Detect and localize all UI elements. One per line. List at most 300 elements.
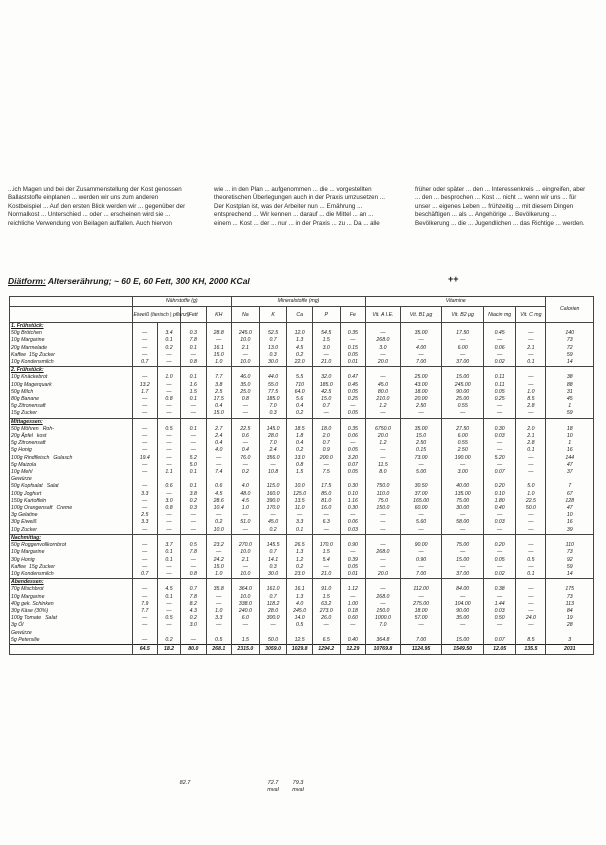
value-cell-et: — (132, 337, 157, 344)
header-calorien: Calorien (546, 297, 594, 323)
k-mval (283, 780, 313, 794)
value-cell-fe: 0.39 (340, 557, 365, 564)
value-cell-k: 28.0 (259, 433, 287, 440)
section-header-cell (366, 323, 401, 331)
table-row (10, 527, 594, 535)
value-cell-vitb1: 7.00 (400, 637, 442, 645)
value-cell-fett: 0.7 (181, 586, 206, 593)
value-cell-cal: 73 (546, 549, 594, 556)
value-cell-ca: 1.5 (287, 469, 312, 476)
value-cell-na: — (231, 440, 259, 447)
value-cell-k: 55.0 (259, 382, 287, 389)
coffee-label: Kaffee (11, 563, 26, 570)
value-cell-niacin: — (483, 462, 515, 469)
value-cell-et: 3.3 (132, 491, 157, 498)
food-name: 10g Kondensmilch (11, 359, 54, 366)
value-cell-kh: 28.8 (206, 330, 231, 337)
table-row (10, 630, 594, 637)
section-header-cell (157, 418, 180, 426)
total-vitb2: 1549.50 (442, 644, 484, 654)
value-cell-p: 26.0 (312, 615, 340, 622)
value-cell-fett: — (181, 433, 206, 440)
value-cell-fe: 0.45 (340, 382, 365, 389)
value-cell-ep: — (157, 527, 180, 535)
section-header-cell (259, 534, 287, 542)
value-cell-vitb2: — (442, 337, 484, 344)
value-cell-kh: 0.5 (206, 637, 231, 645)
value-cell-na: — (231, 410, 259, 418)
value-cell-p: 18.0 (312, 426, 340, 433)
value-cell-ca (287, 630, 312, 637)
value-cell-na: — (231, 352, 259, 359)
value-cell-ca: 12.5 (287, 637, 312, 645)
value-cell-ca: 0.8 (287, 462, 312, 469)
food-group-note: Roh- (42, 425, 54, 432)
food-name: Gewürze (11, 629, 32, 636)
value-cell-vitb2: 6.00 (442, 433, 484, 440)
food-name: Gewürze (11, 476, 32, 483)
header-vit-a: Vit. A I.E. (366, 307, 401, 323)
value-cell-ep (157, 476, 180, 483)
value-cell-kh: 24.2 (206, 557, 231, 564)
food-cell (10, 447, 133, 454)
value-cell-k: 45.0 (259, 519, 287, 526)
value-cell-vitb2: 35.00 (442, 615, 484, 622)
value-cell-vita: — (366, 557, 401, 564)
section-header-cell (181, 323, 206, 331)
value-cell-ep: 4.5 (157, 586, 180, 593)
value-cell-fett: 0.1 (181, 345, 206, 352)
value-cell-cal: 128 (546, 498, 594, 505)
value-cell-p: 21.0 (312, 359, 340, 367)
value-cell-na: 338.0 (231, 601, 259, 608)
value-cell-ca: 0.1 (287, 527, 312, 535)
table-row (10, 389, 594, 396)
value-cell-k: 161.0 (259, 586, 287, 593)
value-cell-kh: 15.0 (206, 352, 231, 359)
value-cell-cal (546, 476, 594, 483)
section-header-cell (206, 579, 231, 587)
value-cell-cal: 59 (546, 410, 594, 418)
value-cell-ca: 1.2 (287, 557, 312, 564)
section-header-cell (181, 367, 206, 375)
food-name: 10g Margarine (11, 593, 45, 600)
food-name: 10g Margarine (11, 549, 45, 556)
value-cell-na: 25.0 (231, 389, 259, 396)
table-row (10, 462, 594, 469)
value-cell-vitb2: — (442, 352, 484, 359)
value-cell-p: 170.0 (312, 542, 340, 549)
value-cell-ep: — (157, 491, 180, 498)
value-cell-k: 30.0 (259, 571, 287, 579)
value-cell-ep: — (157, 410, 180, 418)
section-header-cell (516, 323, 546, 331)
value-cell-vitb2: 15.00 (442, 557, 484, 564)
value-cell-vitc: — (516, 330, 546, 337)
food-group-note: Salat (46, 483, 59, 490)
value-cell-vitb1: 275.00 (400, 601, 442, 608)
value-cell-ca: 4.5 (287, 345, 312, 352)
nutrition-table (9, 296, 594, 655)
value-cell-k: — (259, 462, 287, 469)
value-cell-cal: 7 (546, 483, 594, 490)
food-cell (10, 549, 133, 556)
value-cell-na: 10.0 (231, 359, 259, 367)
value-cell-niacin: 0.50 (483, 615, 515, 622)
value-cell-ep: — (157, 601, 180, 608)
value-cell-vitb1: 18.00 (400, 389, 442, 396)
value-cell-ep: 0.8 (157, 505, 180, 512)
value-cell-niacin: 0.07 (483, 469, 515, 476)
header-blank (10, 297, 133, 307)
value-cell-cal: 14 (546, 571, 594, 579)
section-header-cell (259, 323, 287, 331)
food-cell (10, 542, 133, 549)
value-cell-na: 2.1 (231, 557, 259, 564)
value-cell-niacin: 0.06 (483, 345, 515, 352)
section-header-cell (132, 418, 157, 426)
value-cell-cal: 37 (546, 469, 594, 476)
value-cell-vitb1: 43.00 (400, 382, 442, 389)
value-cell-fe: 0.25 (340, 396, 365, 403)
value-cell-et (132, 476, 157, 483)
value-cell-vitb1: 5.00 (400, 469, 442, 476)
value-cell-et: — (132, 549, 157, 556)
value-cell-fe: 0.90 (340, 542, 365, 549)
section-header-cell (366, 579, 401, 587)
value-cell-vitc: — (516, 586, 546, 593)
value-cell-kh: — (206, 622, 231, 629)
value-cell-cal: 31 (546, 389, 594, 396)
value-cell-vitb1 (400, 476, 442, 483)
value-cell-vitb1: 37.00 (400, 491, 442, 498)
food-name: 5g Zitronensaft (11, 403, 46, 410)
value-cell-na (231, 476, 259, 483)
value-cell-vita: 80.0 (366, 389, 401, 396)
table-row (10, 498, 594, 505)
value-cell-ep: — (157, 608, 180, 615)
value-cell-vitb2: 190.00 (442, 455, 484, 462)
value-cell-p (312, 630, 340, 637)
section-header-cell (312, 367, 340, 375)
value-cell-na: 10.0 (231, 337, 259, 344)
total-ca: 1029.8 (287, 644, 312, 654)
value-cell-k: 115.0 (259, 483, 287, 490)
section-header-cell (206, 367, 231, 375)
value-cell-et: 0.7 (132, 571, 157, 579)
value-cell-ca: 12.0 (287, 330, 312, 337)
section-header (10, 367, 594, 375)
section-header-cell (287, 367, 312, 375)
food-cell (10, 601, 133, 608)
food-cell (10, 337, 133, 344)
value-cell-vitc: 2.1 (516, 433, 546, 440)
food-cell (10, 410, 133, 418)
value-cell-ca: 18.5 (287, 426, 312, 433)
value-cell-vitc: 0.1 (516, 447, 546, 454)
total-et: 64.5 (132, 644, 157, 654)
value-cell-cal: 10 (546, 433, 594, 440)
value-cell-vitb1: — (400, 337, 442, 344)
value-cell-ep: 0.1 (157, 337, 180, 344)
value-cell-vitc: — (516, 455, 546, 462)
value-cell-fett: 4.3 (181, 608, 206, 615)
value-cell-vitb1: 165.00 (400, 498, 442, 505)
value-cell-p: 1.5 (312, 594, 340, 601)
value-cell-fe: — (340, 512, 365, 519)
intro-column-2: wie ... in den Plan ... aufgenommen ... die ... vorgestellten theoretischen Überlegungen auch in der Praxis umzusetzen ... Der Kostplan ist, was der Arbeiter nun ... Ernährung ... entsprechend ... Wir kennen ... darauf ... die Mittel ... an ... einem ... Kost ... der ... nur ... in der Praxis ... zu ... Da ... alle (214, 186, 385, 227)
food-name: 40g gek. Schinken (11, 600, 54, 607)
value-cell-fett: 5.2 (181, 455, 206, 462)
value-cell-k: 0.2 (259, 527, 287, 535)
value-cell-fett: — (181, 527, 206, 535)
header-p: P (312, 307, 340, 323)
value-cell-vitb2: 58.00 (442, 519, 484, 526)
value-cell-vita: — (366, 374, 401, 381)
value-cell-niacin: — (483, 549, 515, 556)
value-cell-fe: 0.10 (340, 491, 365, 498)
value-cell-fe: 0.30 (340, 505, 365, 512)
value-cell-fett: — (181, 637, 206, 645)
value-cell-fett: — (181, 410, 206, 418)
section-header-cell (181, 534, 206, 542)
value-cell-ca: 0.2 (287, 447, 312, 454)
section-title: 1. Frühstück: (10, 323, 133, 331)
value-cell-p: — (312, 512, 340, 519)
value-cell-p: 185.0 (312, 382, 340, 389)
value-cell-kh: 35.8 (206, 586, 231, 593)
section-header (10, 418, 594, 426)
value-cell-p: 200.0 (312, 455, 340, 462)
value-cell-vitb2: 30.00 (442, 505, 484, 512)
value-cell-vitc: 1.0 (516, 389, 546, 396)
value-cell-vitc: 0.1 (516, 571, 546, 579)
value-cell-kh: 0.4 (206, 440, 231, 447)
value-cell-cal: 38 (546, 374, 594, 381)
value-cell-vita: 45.0 (366, 382, 401, 389)
food-cell (10, 608, 133, 615)
value-cell-kh: 1.0 (206, 571, 231, 579)
table-row (10, 440, 594, 447)
value-cell-kh: — (206, 512, 231, 519)
value-cell-na: — (231, 462, 259, 469)
value-cell-vitc: — (516, 374, 546, 381)
value-cell-ep: — (157, 433, 180, 440)
value-cell-kh: — (206, 462, 231, 469)
coffee-label: Kaffee (11, 351, 26, 358)
food-cell (10, 564, 133, 571)
value-cell-vitb1: 25.00 (400, 374, 442, 381)
value-cell-ep: — (157, 389, 180, 396)
value-cell-vitb1: 35.00 (400, 426, 442, 433)
section-header-cell (312, 323, 340, 331)
value-cell-et: — (132, 345, 157, 352)
value-cell-p: — (312, 352, 340, 359)
value-cell-et: — (132, 352, 157, 359)
value-cell-cal: 72 (546, 345, 594, 352)
value-cell-cal: 14 (546, 359, 594, 367)
section-header-cell (366, 534, 401, 542)
section-header-cell (400, 534, 442, 542)
value-cell-na: — (231, 527, 259, 535)
header-kh: KH (206, 307, 231, 323)
value-cell-cal: 39 (546, 527, 594, 535)
food-name: 3g Öl (11, 622, 24, 629)
food-name: 30g Eiweiß (11, 519, 37, 526)
value-cell-na: 0.8 (231, 396, 259, 403)
value-cell-k: 13.0 (259, 345, 287, 352)
header-mineralstoffe: Mineralstoffe (mg) (231, 297, 365, 307)
section-header-cell (400, 367, 442, 375)
value-cell-kh: 23.2 (206, 542, 231, 549)
value-cell-vita: 210.0 (366, 396, 401, 403)
section-header-cell (400, 323, 442, 331)
value-cell-ca: 1.3 (287, 594, 312, 601)
value-cell-cal: 144 (546, 455, 594, 462)
value-cell-ep: — (157, 519, 180, 526)
value-cell-niacin: 0.30 (483, 426, 515, 433)
food-cell (10, 359, 133, 367)
value-cell-vita: 110.0 (366, 491, 401, 498)
food-cell (10, 469, 133, 476)
food-name: 20g Äpfel (11, 433, 33, 440)
value-cell-k: 44.0 (259, 374, 287, 381)
value-cell-p: 6.5 (312, 637, 340, 645)
value-cell-ep: 0.5 (157, 426, 180, 433)
value-cell-kh: — (206, 455, 231, 462)
header-vit-b1: Vit. B1 µg (400, 307, 442, 323)
value-cell-fett (181, 630, 206, 637)
section-header-cell (206, 323, 231, 331)
value-cell-fe: 0.47 (340, 374, 365, 381)
section-header-cell (546, 534, 594, 542)
value-cell-fe: 0.05 (340, 352, 365, 359)
value-cell-cal: 1 (546, 403, 594, 410)
value-cell-ep: 0.2 (157, 637, 180, 645)
value-cell-ca: 0.2 (287, 564, 312, 571)
value-cell-niacin: 0.11 (483, 382, 515, 389)
value-cell-fett: 0.1 (181, 396, 206, 403)
value-cell-ca: 3.3 (287, 519, 312, 526)
food-cell (10, 557, 133, 564)
value-cell-kh: 0.6 (206, 483, 231, 490)
value-cell-vitb1: — (400, 410, 442, 418)
section-header (10, 579, 594, 587)
section-header-cell (340, 367, 365, 375)
header-ca: Ca (287, 307, 312, 323)
total-vitc: 135.5 (516, 644, 546, 654)
table-row (10, 469, 594, 476)
value-cell-vitb2 (442, 476, 484, 483)
header-niacin: Niacin mg (483, 307, 515, 323)
section-header-cell (442, 534, 484, 542)
value-cell-et: 7.9 (132, 601, 157, 608)
section-title: Abendessen: (10, 579, 133, 587)
value-cell-cal: 92 (546, 557, 594, 564)
section-header-cell (231, 323, 259, 331)
value-cell-k: 0.7 (259, 337, 287, 344)
value-cell-vita: — (366, 586, 401, 593)
food-group-note: Gulasch (53, 454, 73, 461)
value-cell-k (259, 476, 287, 483)
value-cell-vitb2: 0.55 (442, 403, 484, 410)
value-cell-na: 4.0 (231, 483, 259, 490)
value-cell-vitb1: 73.00 (400, 455, 442, 462)
value-cell-ca: 14.0 (287, 615, 312, 622)
value-cell-fe (340, 476, 365, 483)
value-cell-na (231, 630, 259, 637)
value-cell-niacin: 0.20 (483, 483, 515, 490)
value-cell-vitb1: 2.50 (400, 403, 442, 410)
value-cell-na: — (231, 622, 259, 629)
value-cell-fett: — (181, 403, 206, 410)
value-cell-na: 2.1 (231, 345, 259, 352)
value-cell-vitb2: 135.00 (442, 491, 484, 498)
value-cell-p: 17.5 (312, 483, 340, 490)
value-cell-vitc: — (516, 337, 546, 344)
value-cell-p: 7.5 (312, 469, 340, 476)
value-cell-na: 4.5 (231, 498, 259, 505)
value-cell-ca: 10.0 (287, 483, 312, 490)
value-cell-vitb2: 37.00 (442, 571, 484, 579)
value-cell-vitb1: — (400, 549, 442, 556)
value-cell-et: — (132, 498, 157, 505)
value-cell-ep: 0.5 (157, 615, 180, 622)
diet-heading (8, 276, 250, 286)
total-niacin: 12.05 (483, 644, 515, 654)
value-cell-vitb2: 245.00 (442, 382, 484, 389)
value-cell-fett: 7.8 (181, 337, 206, 344)
value-cell-niacin (483, 630, 515, 637)
value-cell-fett: 3.0 (181, 622, 206, 629)
value-cell-vita: 20.0 (366, 359, 401, 367)
value-cell-ep: 0.8 (157, 396, 180, 403)
section-header-cell (340, 534, 365, 542)
value-cell-et (132, 630, 157, 637)
value-cell-ep: — (157, 447, 180, 454)
food-name: 10g Margarine (11, 337, 45, 344)
value-cell-ca: 245.0 (287, 608, 312, 615)
value-cell-niacin: — (483, 512, 515, 519)
header-k: K (259, 307, 287, 323)
value-cell-kh: 0.4 (206, 403, 231, 410)
food-name: 15g Zucker (29, 563, 55, 570)
value-cell-ep: 0.6 (157, 483, 180, 490)
table-row (10, 374, 594, 381)
value-cell-p: 81.0 (312, 498, 340, 505)
value-cell-k: 10.8 (259, 469, 287, 476)
value-cell-fe: 1.12 (340, 586, 365, 593)
table-row (10, 352, 594, 359)
value-cell-vitb2: — (442, 564, 484, 571)
value-cell-niacin (483, 476, 515, 483)
value-cell-ca: 0.2 (287, 410, 312, 418)
value-cell-k (259, 630, 287, 637)
totals-row (10, 644, 594, 654)
value-cell-ep: 3.0 (157, 498, 180, 505)
value-cell-p (312, 476, 340, 483)
value-cell-vitc: — (516, 352, 546, 359)
section-header-cell (181, 579, 206, 587)
food-cell (10, 519, 133, 526)
section-header-cell (157, 367, 180, 375)
value-cell-ep: — (157, 622, 180, 629)
value-cell-k: 30.0 (259, 359, 287, 367)
value-cell-p: 2.0 (312, 433, 340, 440)
table-row (10, 433, 594, 440)
section-header-cell (157, 579, 180, 587)
value-cell-vita: — (366, 512, 401, 519)
